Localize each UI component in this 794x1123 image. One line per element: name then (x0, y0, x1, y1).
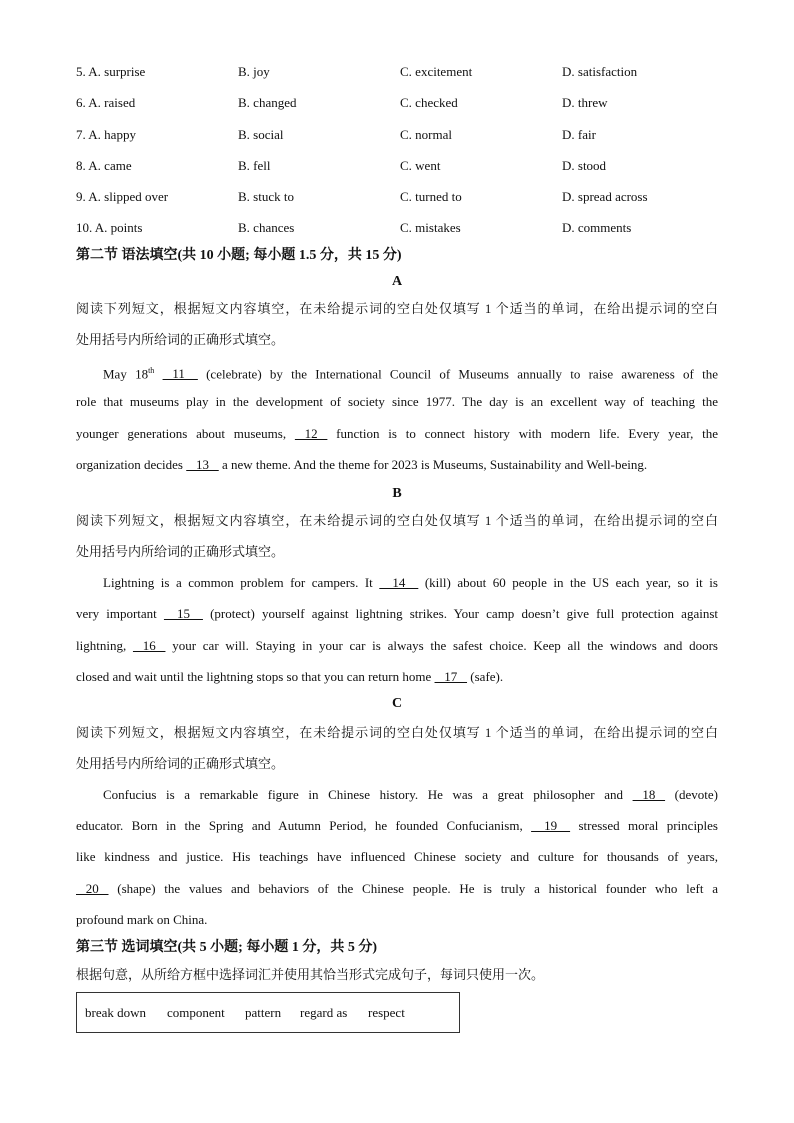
passage-text: your car will. Staying in your car is always the safest choice. Keep all the windows and doors (165, 638, 718, 653)
option-c[interactable]: C. mistakes (400, 220, 461, 235)
passage-text: younger generations about museums, (76, 426, 295, 441)
option-d[interactable]: D. stood (562, 158, 607, 173)
passage-text: (kill) about 60 people in the US each year, so it is (418, 575, 718, 590)
option-c[interactable]: C. checked (400, 95, 458, 110)
option-d[interactable]: D. fair (562, 127, 596, 142)
blank-11[interactable]: 11 (162, 366, 198, 381)
passage-text: function is to connect history with modern life. Every year, the (327, 426, 718, 441)
option-b[interactable]: B. fell (238, 158, 271, 173)
option-d[interactable]: D. threw (562, 95, 608, 110)
option-b[interactable]: B. social (238, 127, 284, 142)
passage-text: May 18 (103, 366, 149, 381)
option-a[interactable]: 7. A. happy (76, 127, 136, 142)
instruction-a-line2: 处用括号内所给词的正确形式填空。 (76, 332, 285, 347)
passage-c-heading: C (391, 696, 403, 711)
instruction-c-line1: 阅读下列短文，根据短文内容填空，在未给提示词的空白处仅填写 1 个适当的单词，在给出提示词的空白 (76, 725, 718, 740)
section2-title: 第二节 语法填空(共 10 小题; 每小题 1.5 分，共 15 分) (76, 248, 402, 263)
passage-a-heading: A (391, 274, 403, 289)
instruction-c-line2: 处用括号内所给词的正确形式填空。 (76, 756, 285, 771)
section3-instruction: 根据句意，从所给方框中选择词汇并使用其恰当形式完成句子，每词只使用一次。 (76, 967, 545, 982)
instruction-b-line2: 处用括号内所给词的正确形式填空。 (76, 544, 285, 559)
passage-text: organization decides (76, 457, 187, 472)
passage-a-line2: role that museums play in the development of society since 1977. The day is an excellent way of teaching the (76, 394, 718, 409)
passage-text: (shape) the values and behaviors of the Chinese people. He is truly a historical founder who left a (108, 881, 718, 896)
blank-15[interactable]: 15 (163, 606, 203, 621)
option-b[interactable]: B. joy (238, 64, 270, 79)
blank-19[interactable]: 19 (531, 818, 571, 833)
option-b[interactable]: B. chances (238, 220, 295, 235)
instruction-b-line1: 阅读下列短文，根据短文内容填空，在未给提示词的空白处仅填写 1 个适当的单词，在给出提示词的空白 (76, 513, 718, 528)
superscript-th: th (148, 366, 155, 375)
passage-b-line2 (76, 604, 718, 624)
passage-c-line4 (76, 879, 718, 899)
passage-text: lightning, (76, 638, 133, 653)
question-5-options (76, 62, 736, 82)
passage-c-line3: like kindness and justice. His teachings have influenced Chinese society and culture for thousands of years, (76, 849, 718, 864)
passage-text: (protect) yourself against lightning strikes. Your camp doesn’t give full protection against (202, 606, 718, 621)
passage-a-line1 (76, 361, 718, 381)
option-a[interactable]: 6. A. raised (76, 95, 136, 110)
passage-c-line1 (76, 785, 718, 805)
passage-text: educator. Born in the Spring and Autumn Period, he founded Confucianism, (76, 818, 532, 833)
word-bank-item: component (167, 1005, 225, 1020)
question-9-options (76, 187, 736, 207)
question-7-options (76, 125, 736, 145)
option-b[interactable]: B. stuck to (238, 189, 294, 204)
option-c[interactable]: C. turned to (400, 189, 462, 204)
option-a[interactable]: 5. A. surprise (76, 64, 146, 79)
passage-text: very important (76, 606, 164, 621)
blank-18[interactable]: 18 (632, 787, 666, 802)
option-d[interactable]: D. comments (562, 220, 632, 235)
question-6-options (76, 93, 736, 113)
option-a[interactable]: 9. A. slipped over (76, 189, 169, 204)
blank-13[interactable]: 13 (186, 457, 219, 472)
passage-text: Confucius is a remarkable figure in Chinese history. He was a great philosopher and (103, 787, 633, 802)
passage-c-line2 (76, 816, 718, 836)
word-bank-item: break down (85, 1005, 147, 1020)
passage-text: (celebrate) by the International Council of Museums annually to raise awareness of the (197, 366, 718, 381)
question-10-options (76, 218, 736, 238)
blank-12[interactable]: 12 (294, 426, 328, 441)
option-a[interactable]: 8. A. came (76, 158, 132, 173)
passage-b-heading: B (392, 486, 402, 501)
word-bank-item: respect (368, 1005, 405, 1020)
passage-a-line3 (76, 424, 718, 444)
option-c[interactable]: C. excitement (400, 64, 473, 79)
section3-title: 第三节 选词填空(共 5 小题; 每小题 1 分，共 5 分) (76, 940, 377, 955)
passage-a-line4 (76, 455, 718, 475)
option-a[interactable]: 10. A. points (76, 220, 143, 235)
passage-text: stressed moral principles (570, 818, 718, 833)
blank-14[interactable]: 14 (379, 575, 419, 590)
passage-b-line4 (76, 667, 718, 687)
passage-text: Lightning is a common problem for campers. It (103, 575, 380, 590)
word-bank-box (76, 992, 460, 1033)
option-c[interactable]: C. went (400, 158, 441, 173)
passage-c-line5: profound mark on China. (76, 912, 208, 927)
option-b[interactable]: B. changed (238, 95, 297, 110)
passage-text: closed and wait until the lightning stops so that you can return home (76, 669, 435, 684)
blank-17[interactable]: 17 (434, 669, 468, 684)
word-bank-item: regard as (300, 1005, 348, 1020)
word-bank-item: pattern (245, 1005, 282, 1020)
passage-b-line1 (76, 573, 718, 593)
question-8-options (76, 156, 736, 176)
passage-b-line3 (76, 636, 718, 656)
blank-20[interactable]: 20 (76, 881, 109, 896)
option-d[interactable]: D. satisfaction (562, 64, 638, 79)
passage-text: (safe). (467, 669, 504, 684)
option-d[interactable]: D. spread across (562, 189, 648, 204)
instruction-a-line1: 阅读下列短文，根据短文内容填空，在未给提示词的空白处仅填写 1 个适当的单词，在给出提示词的空白 (76, 301, 718, 316)
blank-16[interactable]: 16 (132, 638, 166, 653)
option-c[interactable]: C. normal (400, 127, 452, 142)
passage-text: a new theme. And the theme for 2023 is Museums, Sustainability and Well-being. (218, 457, 648, 472)
passage-text: (devote) (665, 787, 718, 802)
